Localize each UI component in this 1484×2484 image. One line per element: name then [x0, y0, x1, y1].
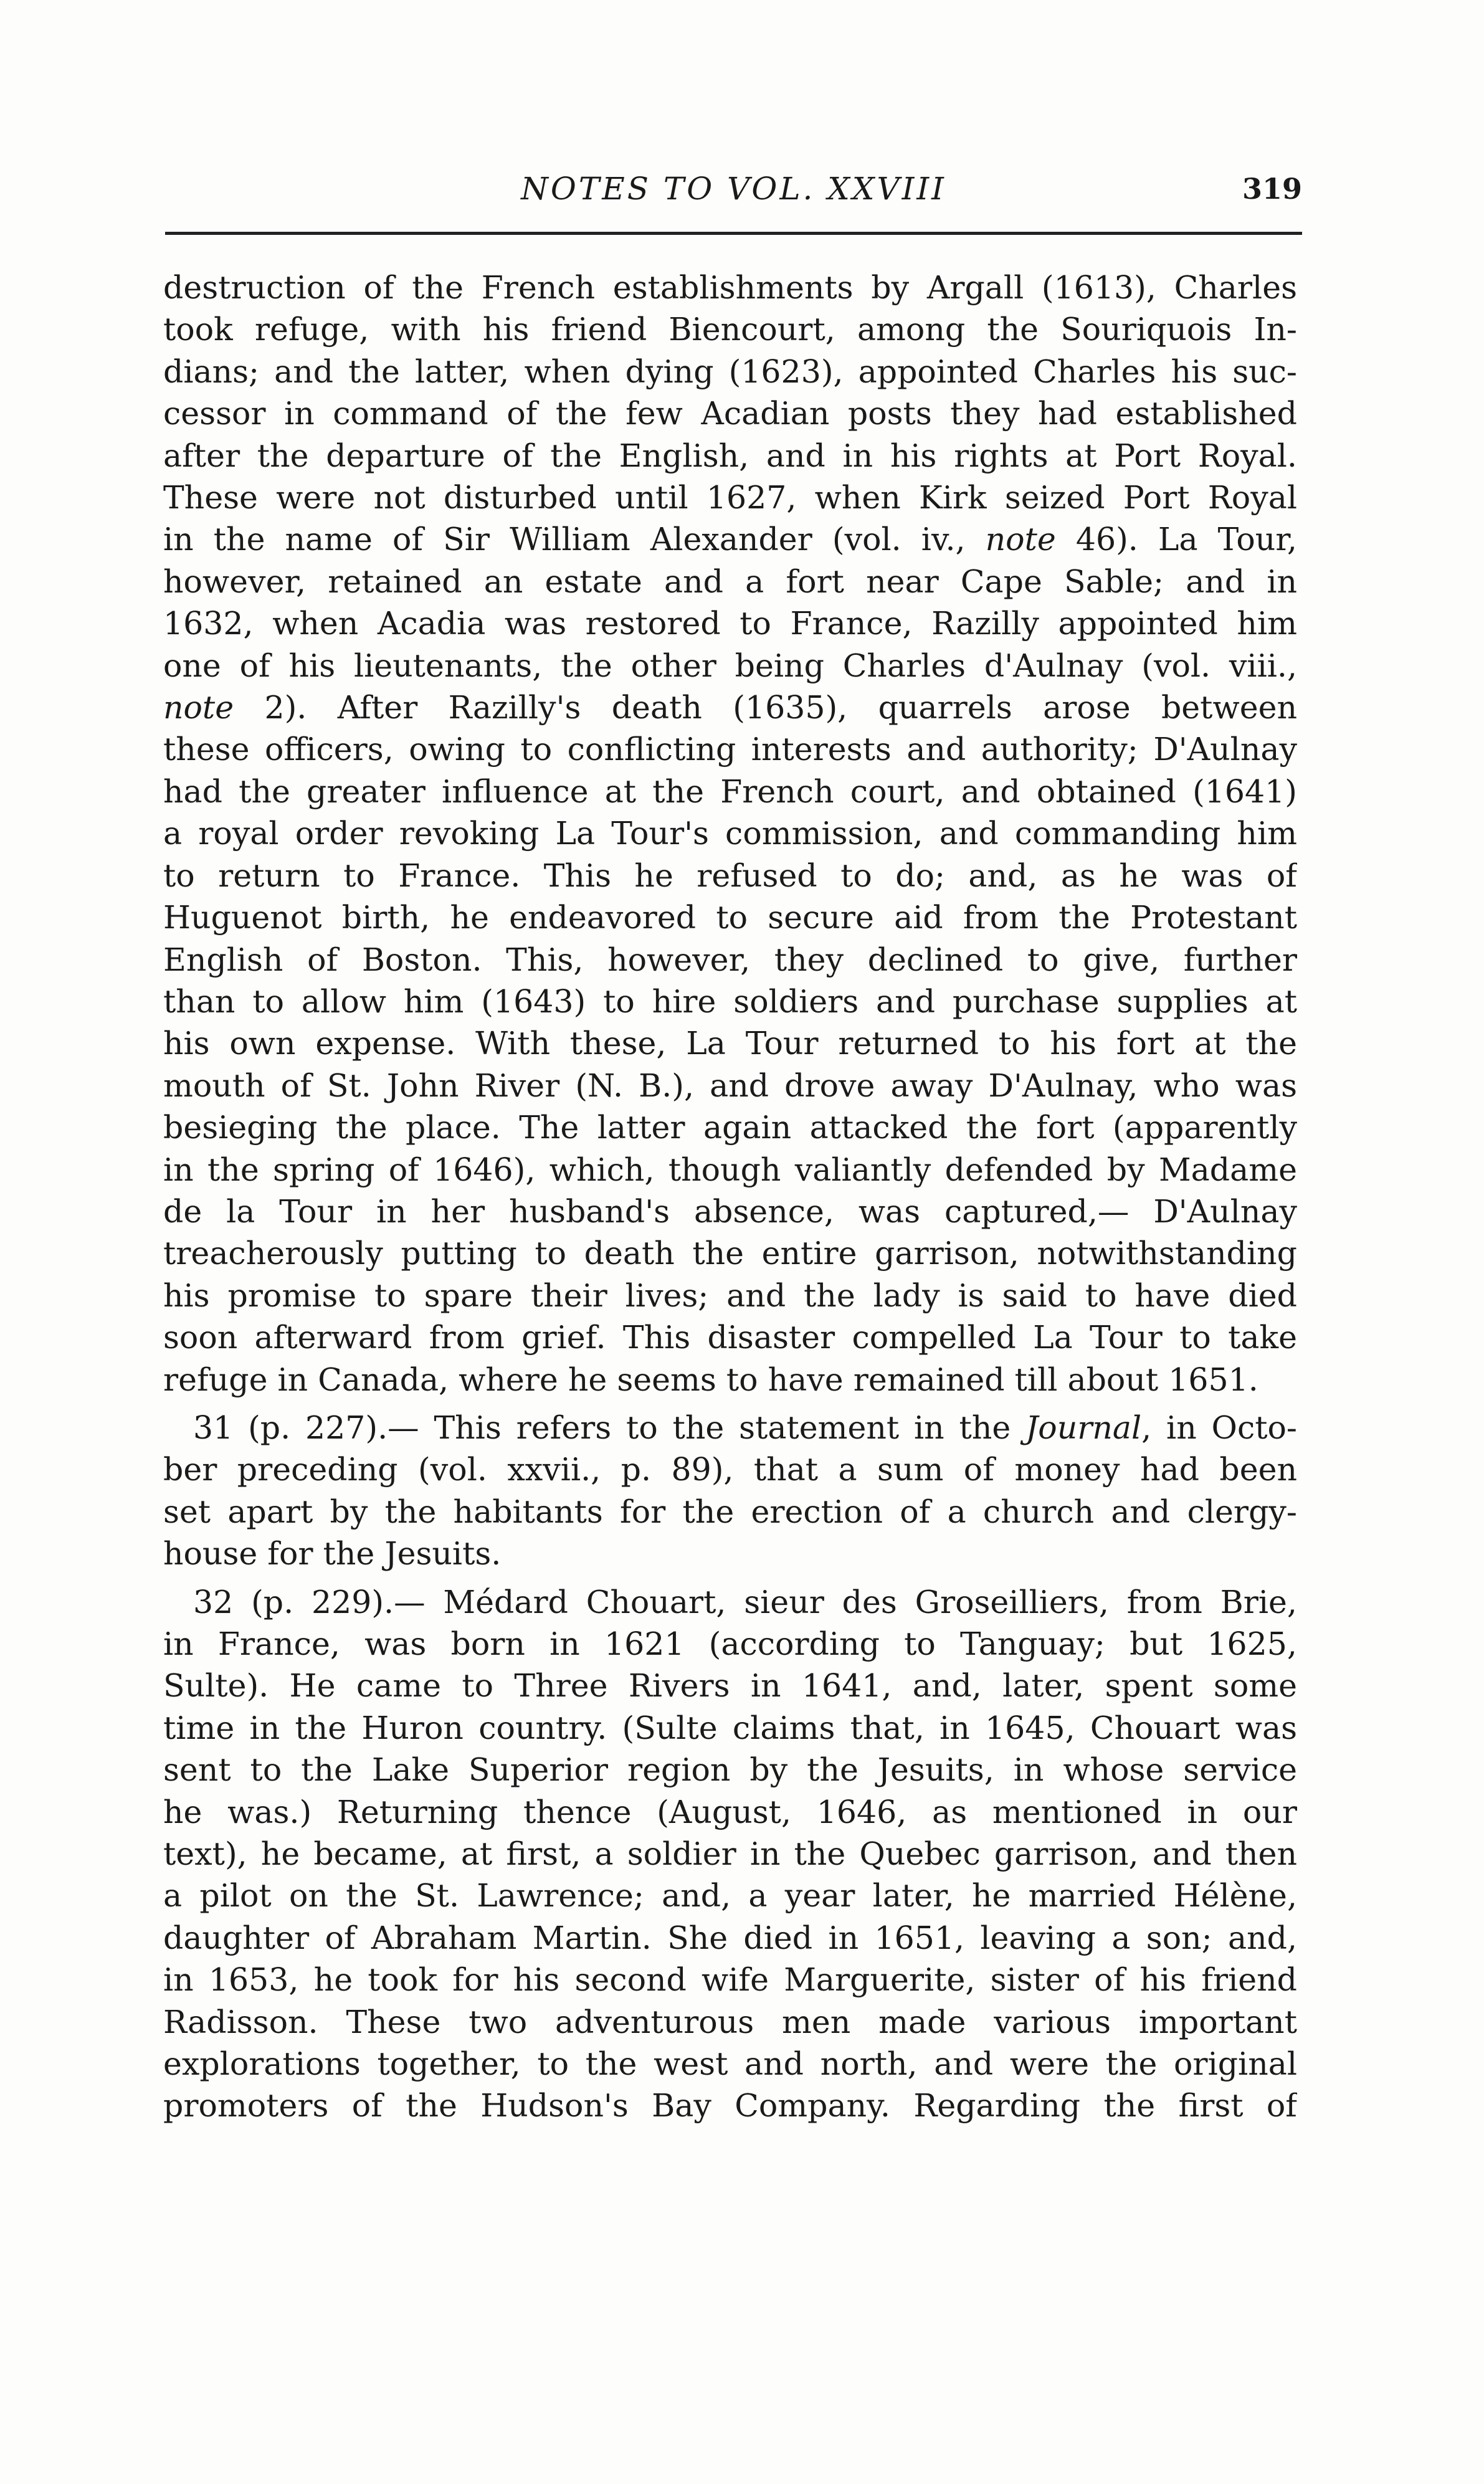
text-line: in 1653, he took for his second wife Marguerite, sister of his friend [163, 1961, 1297, 1999]
text-line: after the departure of the English, and in his rights at Port Royal. [163, 437, 1297, 474]
text-line: his own expense. With these, La Tour returned to his fort at the [163, 1025, 1297, 1062]
text-line: sent to the Lake Superior region by the Jesuits, in whose service [163, 1751, 1297, 1789]
running-title: NOTES TO VOL. XXVIII [521, 171, 946, 207]
body-text [163, 267, 1297, 2133]
text-line: took refuge, with his friend Biencourt, among the Souriquois In- [163, 311, 1297, 348]
text-line: de la Tour in her husband's absence, was captured,— D'Aulnay [163, 1192, 1297, 1230]
text-line: explorations together, to the west and north, and were the original [163, 2045, 1297, 2083]
text-line: 1632, when Acadia was restored to France, Razilly appointed him [163, 605, 1297, 642]
text-line: soon afterward from grief. This disaster compelled La Tour to take [163, 1319, 1297, 1356]
note-32 [163, 1581, 1297, 2127]
text-line: refuge in Canada, where he seems to have remained till about 1651. [163, 1361, 1258, 1398]
text-line: ber preceding (vol. xxvii., p. 89), that a sum of money had been [163, 1451, 1297, 1488]
text-line: however, retained an estate and a fort near Cape Sable; and in [163, 563, 1297, 600]
text-line: besieging the place. The latter again attacked the fort (apparently [163, 1109, 1297, 1146]
text-line: house for the Jesuits. [163, 1535, 502, 1573]
text-line: set apart by the habitants for the erection of a church and clergy- [163, 1493, 1297, 1530]
text-line: than to allow him (1643) to hire soldiers and purchase supplies at [163, 983, 1297, 1020]
text-line: he was.) Returning thence (August, 1646, as mentioned in our [163, 1793, 1297, 1830]
text-line: text), he became, at first, a soldier in the Quebec garrison, and then [163, 1835, 1297, 1873]
text-line: time in the Huron country. (Sulte claims that, in 1645, Chouart was [163, 1709, 1297, 1746]
text-line: cessor in command of the few Acadian posts they had established [163, 395, 1297, 432]
text-line: note 2). After Razilly's death (1635), quarrels arose between [163, 689, 1297, 726]
text-line: 31 (p. 227).— This refers to the statement in the Journal, in Octo- [193, 1409, 1297, 1446]
text-line: dians; and the latter, when dying (1623), appointed Charles his suc- [163, 353, 1297, 390]
text-line: had the greater influence at the French court, and obtained (1641) [163, 773, 1297, 810]
text-line: Sulte). He came to Three Rivers in 1641, and, later, spent some [163, 1667, 1297, 1705]
text-line: in the name of Sir William Alexander (vol. iv., note 46). La Tour, [163, 521, 1297, 558]
text-line: daughter of Abraham Martin. She died in 1651, leaving a son; and, [163, 1919, 1297, 1956]
text-line: one of his lieutenants, the other being Charles d'Aulnay (vol. viii., [163, 647, 1297, 684]
text-line: a pilot on the St. Lawrence; and, a year later, he married Hélène, [163, 1877, 1297, 1915]
text-line: in the spring of 1646), which, though valiantly defended by Madame [163, 1151, 1297, 1188]
text-line: a royal order revoking La Tour's commission, and commanding him [163, 815, 1297, 852]
note-31 [163, 1407, 1297, 1575]
page-number: 319 [1242, 172, 1302, 206]
paragraph-la-tour [163, 267, 1297, 1401]
text-line: his promise to spare their lives; and the lady is said to have died [163, 1277, 1297, 1314]
text-line: treacherously putting to death the entire garrison, notwithstanding [163, 1235, 1297, 1272]
text-line: These were not disturbed until 1627, when Kirk seized Port Royal [163, 479, 1297, 516]
page-header [165, 167, 1302, 217]
text-line: these officers, owing to conflicting interests and authority; D'Aulnay [163, 731, 1297, 768]
text-line: Huguenot birth, he endeavored to secure aid from the Protestant [163, 899, 1297, 936]
text-line: 32 (p. 229).— Médard Chouart, sieur des Groseilliers, from Brie, [193, 1583, 1297, 1620]
text-line: in France, was born in 1621 (according to Tanguay; but 1625, [163, 1625, 1297, 1662]
text-line: promoters of the Hudson's Bay Company. Regarding the first of [163, 2087, 1297, 2125]
text-line: to return to France. This he refused to do; and, as he was of [163, 857, 1297, 894]
text-line: Radisson. These two adventurous men made various important [163, 2003, 1297, 2040]
text-line: mouth of St. John River (N. B.), and drove away D'Aulnay, who was [163, 1067, 1297, 1104]
text-line: destruction of the French establishments by Argall (1613), Charles [163, 269, 1297, 306]
header-rule [165, 232, 1302, 235]
text-line: English of Boston. This, however, they declined to give, further [163, 941, 1297, 978]
